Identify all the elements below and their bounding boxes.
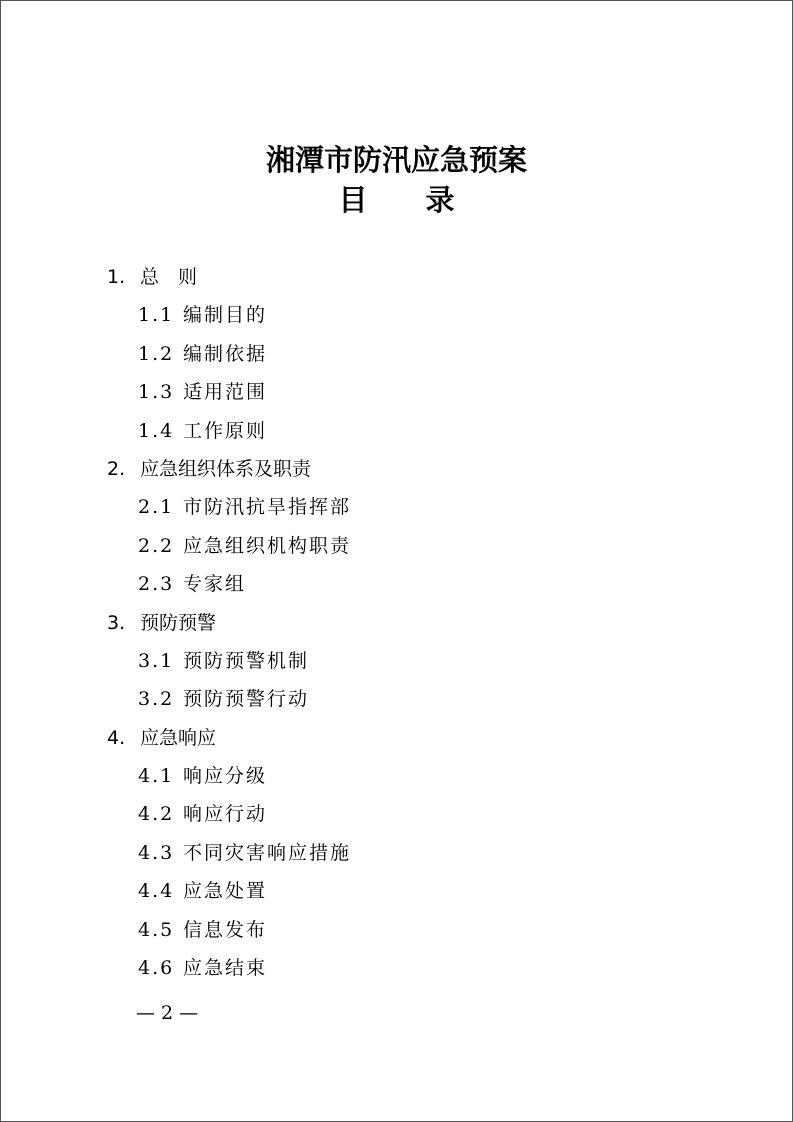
toc-number: 1.2: [138, 342, 175, 365]
toc-number: 4.4: [138, 880, 175, 903]
toc-subsection-4-2[interactable]: [0, 795, 793, 833]
toc-subsection-1-1[interactable]: [0, 296, 793, 334]
toc-text: 市防汛抗旱指挥部: [183, 496, 352, 519]
toc-subsection-3-1[interactable]: [0, 642, 793, 680]
toc-number: 4.: [107, 726, 126, 749]
toc-number: 1.4: [138, 419, 175, 442]
toc-subsection-2-1[interactable]: [0, 488, 793, 526]
toc-section-3[interactable]: [0, 604, 793, 642]
toc-subsection-2-3[interactable]: [0, 565, 793, 603]
toc-subsection-4-1[interactable]: [0, 757, 793, 795]
toc-number: 2.3: [138, 573, 175, 596]
toc-number: 3.2: [138, 688, 175, 711]
toc-number: 1.: [107, 266, 126, 288]
toc-number: 3.1: [138, 649, 175, 672]
toc-number: 1.3: [138, 381, 175, 404]
toc-text: 编制目的: [183, 304, 268, 327]
toc-number: 4.2: [138, 803, 175, 826]
toc-number: 2.2: [138, 534, 175, 557]
toc-subsection-4-3[interactable]: [0, 834, 793, 872]
toc-text: 适用范围: [183, 381, 268, 404]
toc-text: 预防预警: [140, 611, 217, 634]
toc-text: 编制依据: [183, 342, 268, 365]
toc-text: 专家组: [183, 573, 247, 596]
toc-subsection-1-2[interactable]: [0, 335, 793, 373]
toc-text: 应急组织机构职责: [183, 534, 352, 557]
toc-heading: 目录: [338, 183, 513, 217]
toc-text: 响应行动: [183, 803, 268, 826]
toc-text: 响应分级: [183, 765, 268, 788]
toc-subsection-1-3[interactable]: [0, 373, 793, 411]
toc-section-2[interactable]: [0, 450, 793, 488]
toc-number: 1.1: [138, 304, 175, 327]
toc-text: 总 则: [140, 266, 198, 288]
document-title: 湘潭市防汛应急预案: [265, 143, 527, 177]
toc-text: 预防预警机制: [183, 649, 310, 672]
toc-subsection-2-2[interactable]: [0, 527, 793, 565]
toc-text: 预防预警行动: [183, 688, 310, 711]
toc-subsection-4-5[interactable]: [0, 911, 793, 949]
toc-section-4[interactable]: [0, 719, 793, 757]
toc-number: 3.: [107, 611, 126, 634]
toc-text: 应急处置: [183, 880, 268, 903]
toc-subsection-4-6[interactable]: [0, 949, 793, 987]
toc-text: 工作原则: [183, 419, 268, 442]
toc-text: 信息发布: [183, 918, 268, 941]
toc-subsection-1-4[interactable]: [0, 412, 793, 450]
toc-number: 4.6: [138, 957, 175, 980]
toc-text: 应急响应: [140, 726, 217, 749]
toc-number: 2.1: [138, 496, 175, 519]
toc-text: 应急组织体系及职责: [140, 457, 312, 480]
toc-subsection-3-2[interactable]: [0, 680, 793, 718]
toc-number: 4.1: [138, 765, 175, 788]
toc-subsection-4-4[interactable]: [0, 872, 793, 910]
toc-number: 2.: [107, 457, 126, 480]
toc-section-1[interactable]: [0, 258, 793, 296]
toc-text: 不同灾害响应措施: [183, 841, 352, 864]
toc-number: 4.5: [138, 918, 175, 941]
toc-number: 4.3: [138, 841, 175, 864]
toc-text: 应急结束: [183, 957, 268, 980]
page-number: — 2 —: [136, 1002, 199, 1024]
table-of-contents: [0, 258, 793, 987]
